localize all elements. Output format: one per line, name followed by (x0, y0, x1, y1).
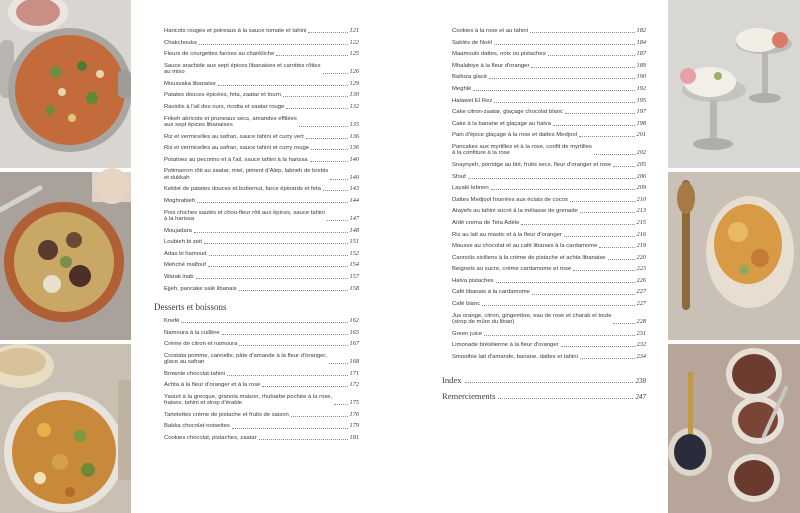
toc-entry[interactable] (164, 423, 359, 429)
dot-leader (327, 220, 348, 221)
entry-title: Halva pistaches (452, 277, 494, 284)
dot-leader (262, 386, 347, 387)
entry-page-number: 227 (636, 300, 646, 308)
entry-title: Frikeh abricots et pruneaux secs, amandes effilées aux sept épices libanaises (164, 115, 297, 128)
entry-title: Namoura à la cuillère (164, 329, 220, 336)
toc-entry[interactable] (452, 301, 646, 307)
entry-page-number: 190 (636, 73, 646, 81)
entry-title: Warak inab (164, 273, 194, 280)
entry-page-number: 228 (636, 318, 646, 326)
toc-entry[interactable] (164, 210, 359, 223)
entry-page-number: 132 (349, 102, 359, 110)
toc-entry[interactable] (164, 40, 359, 46)
toc-entry[interactable] (452, 132, 646, 138)
dot-leader (209, 255, 348, 256)
toc-entry[interactable] (164, 186, 359, 192)
entry-page-number: 226 (636, 276, 646, 284)
dot-leader (494, 44, 635, 45)
toc-entry[interactable] (452, 220, 646, 226)
entry-title: Brownie chocolat-tahini (164, 370, 225, 377)
toc-entry[interactable] (164, 435, 359, 441)
index-entry[interactable] (442, 375, 646, 385)
toc-entry[interactable] (452, 40, 646, 46)
entry-title: Smoothie lait d'amande, banane, dattes et tahini (452, 353, 578, 360)
toc-entry[interactable] (452, 278, 646, 284)
entry-title: Crostata pomme, cannelle, pâte d'amande à la fleur d'oranger, glace au safran (164, 352, 327, 366)
dot-leader (489, 78, 635, 79)
dot-leader (194, 232, 348, 233)
entry-page-number: 202 (636, 149, 646, 157)
dot-leader (218, 85, 348, 86)
toc-entry[interactable] (452, 255, 646, 261)
dot-leader (311, 149, 348, 150)
entry-title: Mhalabiye à la fleur d'oranger (452, 62, 530, 69)
entry-page-number: 201 (636, 131, 646, 139)
toc-entry[interactable] (452, 109, 646, 115)
entry-title: Moussaka libanaise (164, 80, 216, 87)
entry-page-number: 184 (636, 38, 646, 46)
entry-page-number: 126 (349, 68, 359, 76)
entry-title: Potimarron rôti au zaatar, miel, piment d'Alep, labneh de brebis et dukkah (164, 168, 329, 181)
entry-title: Pain d'épice glaçage à la rose et dattes Medjool (452, 132, 577, 139)
toc-entry[interactable] (452, 86, 646, 92)
entry-title: Moghrabieh (164, 197, 196, 204)
entry-page-number: 140 (349, 173, 359, 181)
dot-leader (564, 236, 635, 237)
entry-title: Halawet El Rez (452, 97, 493, 104)
entry-page-number: 136 (349, 132, 359, 140)
entry-page-number: 121 (349, 27, 359, 34)
dot-leader (580, 212, 635, 213)
toc-entry[interactable] (452, 232, 646, 238)
entry-title: Sfouf (452, 173, 466, 180)
dot-leader (196, 278, 348, 279)
dot-leader (468, 178, 635, 179)
entry-title: Patates douces épicées, feta, zaatar et tourn (164, 92, 281, 99)
entry-page-number: 227 (636, 288, 646, 296)
dot-leader (491, 189, 635, 190)
entry-title: Knefé (164, 317, 180, 324)
dot-leader (227, 375, 348, 376)
entry-title: Beignets au sucre, crème cardamome et rose (452, 266, 572, 273)
entry-page-number: 220 (636, 253, 646, 261)
entry-page-number: 210 (636, 195, 646, 203)
toc-entry[interactable] (164, 262, 359, 268)
dot-leader (199, 44, 348, 45)
dot-leader (291, 416, 348, 417)
dot-leader (465, 382, 633, 383)
entry-title: Kebbé de patates douces et butternut, farce épinards et feta (164, 186, 321, 193)
dot-leader (553, 125, 635, 126)
entry-page-number: 154 (349, 261, 359, 269)
entry-page-number: 165 (349, 328, 359, 336)
toc-entry[interactable] (164, 51, 359, 57)
entry-page-number: 148 (349, 226, 359, 234)
toc-entry[interactable] (164, 134, 359, 140)
dot-leader (239, 345, 347, 346)
entry-page-number: 215 (636, 218, 646, 226)
entry-page-number: 231 (636, 329, 646, 337)
toc-entry[interactable] (452, 144, 646, 157)
index-page-number: 238 (635, 377, 646, 386)
entry-page-number: 152 (349, 249, 359, 257)
entry-page-number: 147 (349, 214, 359, 222)
dot-leader (329, 363, 348, 364)
toc-entry[interactable] (164, 92, 359, 98)
dot-leader (561, 346, 635, 347)
entry-page-number: 143 (349, 185, 359, 193)
toc-entry[interactable] (452, 313, 646, 326)
entry-title: Café blanc (452, 301, 481, 308)
entry-title: Pancakes aux myrtilles et à la rose, confit de myrtilles à la confiture à la rose (452, 143, 592, 157)
entry-page-number: 144 (349, 196, 359, 204)
dot-leader (608, 259, 635, 260)
dot-leader (599, 247, 634, 248)
toc-entry[interactable] (164, 104, 359, 110)
dot-leader (306, 138, 348, 139)
entry-title: Dattes Medjool fourrées aux éclats de cocos (452, 196, 568, 203)
entry-page-number: 206 (636, 172, 646, 180)
thanks-entry[interactable] (442, 391, 646, 401)
entry-title: Cookies chocolat, pistaches, zaatar (164, 435, 257, 442)
entry-title: Meghlé (452, 85, 472, 92)
dot-leader (482, 305, 634, 306)
dot-leader (570, 201, 635, 202)
entry-page-number: 140 (349, 155, 359, 163)
toc-entry[interactable] (164, 116, 359, 129)
entry-page-number: 135 (349, 120, 359, 128)
entry-title: Balloza glacé (452, 74, 488, 81)
entry-page-number: 168 (349, 358, 359, 366)
entry-page-number: 157 (349, 272, 359, 280)
dot-leader (323, 190, 348, 191)
entry-page-number: 198 (636, 119, 646, 127)
entry-page-number: 130 (349, 91, 359, 99)
dot-leader (181, 322, 347, 323)
entry-title: Cake citron-zaatar, glaçage chocolat blanc (452, 109, 564, 116)
dot-leader (594, 154, 635, 155)
toc-left-column (154, 27, 359, 447)
entry-title: Riz au lait au mastic et à la fleur d'oranger (452, 231, 562, 238)
entry-page-number: 209 (636, 184, 646, 192)
recipe-list-desserts-continued (452, 28, 646, 360)
entry-page-number: 167 (349, 340, 359, 348)
entry-title: Snaynyeh, porridge au blé, fruits secs, fleur d'oranger et rose (452, 161, 612, 168)
dot-leader (580, 358, 635, 359)
entry-title: Café libanais à la cardamome (452, 289, 530, 296)
entry-title: Jus orange, citron, gingembre, eau de rose et charab el toute (sirop de mûre du liban) (452, 312, 612, 326)
dot-leader (334, 404, 347, 405)
photo-strip-left (0, 0, 131, 513)
entry-page-number: 179 (349, 422, 359, 430)
entry-page-number: 129 (349, 79, 359, 87)
toc-entry[interactable] (452, 162, 646, 168)
entry-page-number: 187 (636, 50, 646, 58)
dot-leader (532, 294, 635, 295)
entry-title: Sablés de Noël (452, 39, 492, 46)
entry-title: Riz et vermicelles au safran, sauce tahini et curry rouge (164, 145, 310, 152)
thanks-page-number: 247 (635, 393, 646, 402)
toc-entry[interactable] (452, 342, 646, 348)
toc-entry[interactable] (164, 412, 359, 418)
dot-leader (565, 113, 635, 114)
entry-page-number: 197 (636, 108, 646, 116)
toc-entry[interactable] (164, 286, 359, 292)
toc-entry[interactable] (452, 74, 646, 80)
dot-leader (473, 90, 634, 91)
toc-entry[interactable] (452, 289, 646, 295)
entry-title: Cannolis siciliens à la crème de pistache et achta libanaise (452, 254, 606, 261)
toc-entry[interactable] (164, 228, 359, 234)
toc-entry[interactable] (164, 274, 359, 280)
dot-leader (222, 334, 348, 335)
entry-title: Green juice (452, 330, 483, 337)
toc-entry[interactable] (452, 98, 646, 104)
toc-entry[interactable] (452, 243, 646, 249)
toc-entry[interactable] (164, 168, 359, 181)
toc-entry[interactable] (452, 354, 646, 360)
entry-title: Moujadara (164, 227, 192, 234)
toc-entry[interactable] (164, 81, 359, 87)
entry-page-number: 216 (636, 230, 646, 238)
toc-entry[interactable] (452, 63, 646, 69)
entry-page-number: 219 (636, 242, 646, 250)
dot-leader (494, 102, 634, 103)
dot-leader (239, 290, 348, 291)
entry-page-number: 192 (636, 84, 646, 92)
photo-strip-right (668, 0, 800, 513)
dot-leader (330, 179, 347, 180)
entry-page-number: 125 (349, 50, 359, 58)
toc-entry[interactable] (452, 51, 646, 57)
entry-title: Babka chocolat-noisettes (164, 423, 230, 430)
dot-leader (521, 224, 634, 225)
entry-page-number: 162 (349, 316, 359, 324)
toc-entry[interactable] (452, 331, 646, 337)
entry-title: Riz et vermicelles au safran, sauce tahini et curry vert (164, 133, 304, 140)
toc-entry[interactable] (164, 157, 359, 163)
entry-title: Sauce arachide aux sept épices libanaises et carottes rôties au miso (164, 62, 321, 76)
toc-entry[interactable] (164, 318, 359, 324)
dot-leader (299, 126, 348, 127)
dot-leader (259, 439, 348, 440)
dot-leader (531, 67, 634, 68)
entry-title: Tartelettes crème de pistache et fruits de saison (164, 411, 289, 418)
entry-title: Atayefs au tahini sucré à la mélasse de grenade (452, 208, 578, 215)
entry-page-number: 232 (636, 341, 646, 349)
entry-page-number: 181 (349, 434, 359, 442)
dot-leader (204, 243, 348, 244)
entry-title: Achta à la fleur d'oranger et à la rose (164, 382, 261, 389)
toc-entry[interactable] (164, 251, 359, 257)
toc-entry[interactable] (164, 28, 359, 34)
entry-page-number: 122 (349, 38, 359, 46)
dot-leader (276, 55, 347, 56)
entry-page-number: 158 (349, 284, 359, 292)
entry-page-number: 176 (349, 410, 359, 418)
dot-leader (613, 166, 634, 167)
entry-title: Mousse au chocolat et au café libanais à la cardamome (452, 243, 598, 250)
entry-page-number: 234 (636, 352, 646, 360)
entry-page-number: 189 (636, 61, 646, 69)
dot-leader (496, 282, 635, 283)
toc-entry[interactable] (452, 28, 646, 34)
dot-leader (573, 270, 634, 271)
entry-page-number: 182 (636, 27, 646, 34)
toc-entry[interactable] (452, 121, 646, 127)
section-heading: Desserts et boissons (154, 301, 227, 312)
recipe-list-desserts (164, 318, 359, 442)
dot-leader (283, 96, 348, 97)
entry-title: Yaourt à la grecque, granola maison, rhubarbe pochée à la rose, fraises, tahini et sirop d'érable (164, 393, 333, 407)
dot-leader (498, 398, 632, 399)
dot-leader (579, 136, 635, 137)
entry-title: Haricots rouges et poireaux à la sauce tomate et tahini (164, 28, 307, 34)
entry-title: Limonade brésilienne à la fleur d'oranger (452, 342, 559, 349)
entry-page-number: 223 (636, 265, 646, 273)
dot-leader (530, 32, 635, 33)
entry-title: Mehché malfouf (164, 262, 206, 269)
recipe-list-savory (164, 28, 359, 292)
entry-page-number: 213 (636, 207, 646, 215)
entry-title: Cake à la banane et glaçage au halva (452, 120, 551, 127)
toc-entry[interactable] (164, 198, 359, 204)
toc-entry[interactable] (164, 394, 359, 407)
entry-title: Layalé lebnen (452, 185, 489, 192)
entry-page-number: 175 (349, 399, 359, 407)
toc-entry[interactable] (452, 174, 646, 180)
entry-title: Maamouls dattes, noix ou pistaches (452, 51, 546, 58)
dot-leader (197, 202, 347, 203)
entry-title: Ejjeh, pancake salé libanais (164, 285, 237, 292)
entry-page-number: 205 (636, 160, 646, 168)
dot-leader (323, 73, 348, 74)
index-label: Index (442, 375, 462, 386)
toc-entry[interactable] (452, 197, 646, 203)
toc-right-column (442, 27, 646, 407)
dot-leader (484, 335, 634, 336)
toc-entry[interactable] (164, 330, 359, 336)
toc-entry[interactable] (164, 63, 359, 76)
dot-leader (208, 266, 348, 267)
toc-entry[interactable] (164, 353, 359, 366)
entry-title: Crème de citron et namoura (164, 341, 238, 348)
toc-entry[interactable] (164, 371, 359, 377)
entry-page-number: 195 (636, 96, 646, 104)
entry-title: Chakchouka (164, 39, 197, 46)
toc-entry[interactable] (164, 341, 359, 347)
thanks-label: Remerciements (442, 391, 496, 402)
entry-title: Loubieh bi zeit (164, 239, 202, 246)
entry-title: Fleurs de courgettes farcies au chankliche (164, 51, 275, 58)
dot-leader (310, 161, 348, 162)
entry-title: Pois chiches sautés et chou-fleur rôti aux épices, sauce tahini à la harissa (164, 209, 325, 222)
dot-leader (232, 428, 348, 429)
dot-leader (548, 55, 635, 56)
toc-entry[interactable] (164, 382, 359, 388)
dot-leader (308, 32, 347, 33)
toc-entry[interactable] (452, 266, 646, 272)
entry-title: Aïdé crema de Teta Adèle (452, 219, 520, 226)
entry-page-number: 136 (349, 144, 359, 152)
entry-title: Raviolis à l'ail des ours, ricotta et zaatar rouge (164, 103, 285, 110)
entry-title: Potatoes au pecorino et à l'ail, sauce tahini à la harissa (164, 156, 308, 163)
entry-page-number: 172 (349, 381, 359, 389)
entry-title: Cookies à la rose et au tahini (452, 28, 528, 34)
toc-entry[interactable] (164, 145, 359, 151)
toc-entry[interactable] (452, 208, 646, 214)
dot-leader (613, 323, 634, 324)
entry-title: Adas bi hamoud (164, 250, 207, 257)
toc-entry[interactable] (452, 185, 646, 191)
toc-entry[interactable] (164, 239, 359, 245)
dot-leader (286, 108, 347, 109)
entry-page-number: 171 (349, 369, 359, 377)
entry-page-number: 151 (349, 238, 359, 246)
